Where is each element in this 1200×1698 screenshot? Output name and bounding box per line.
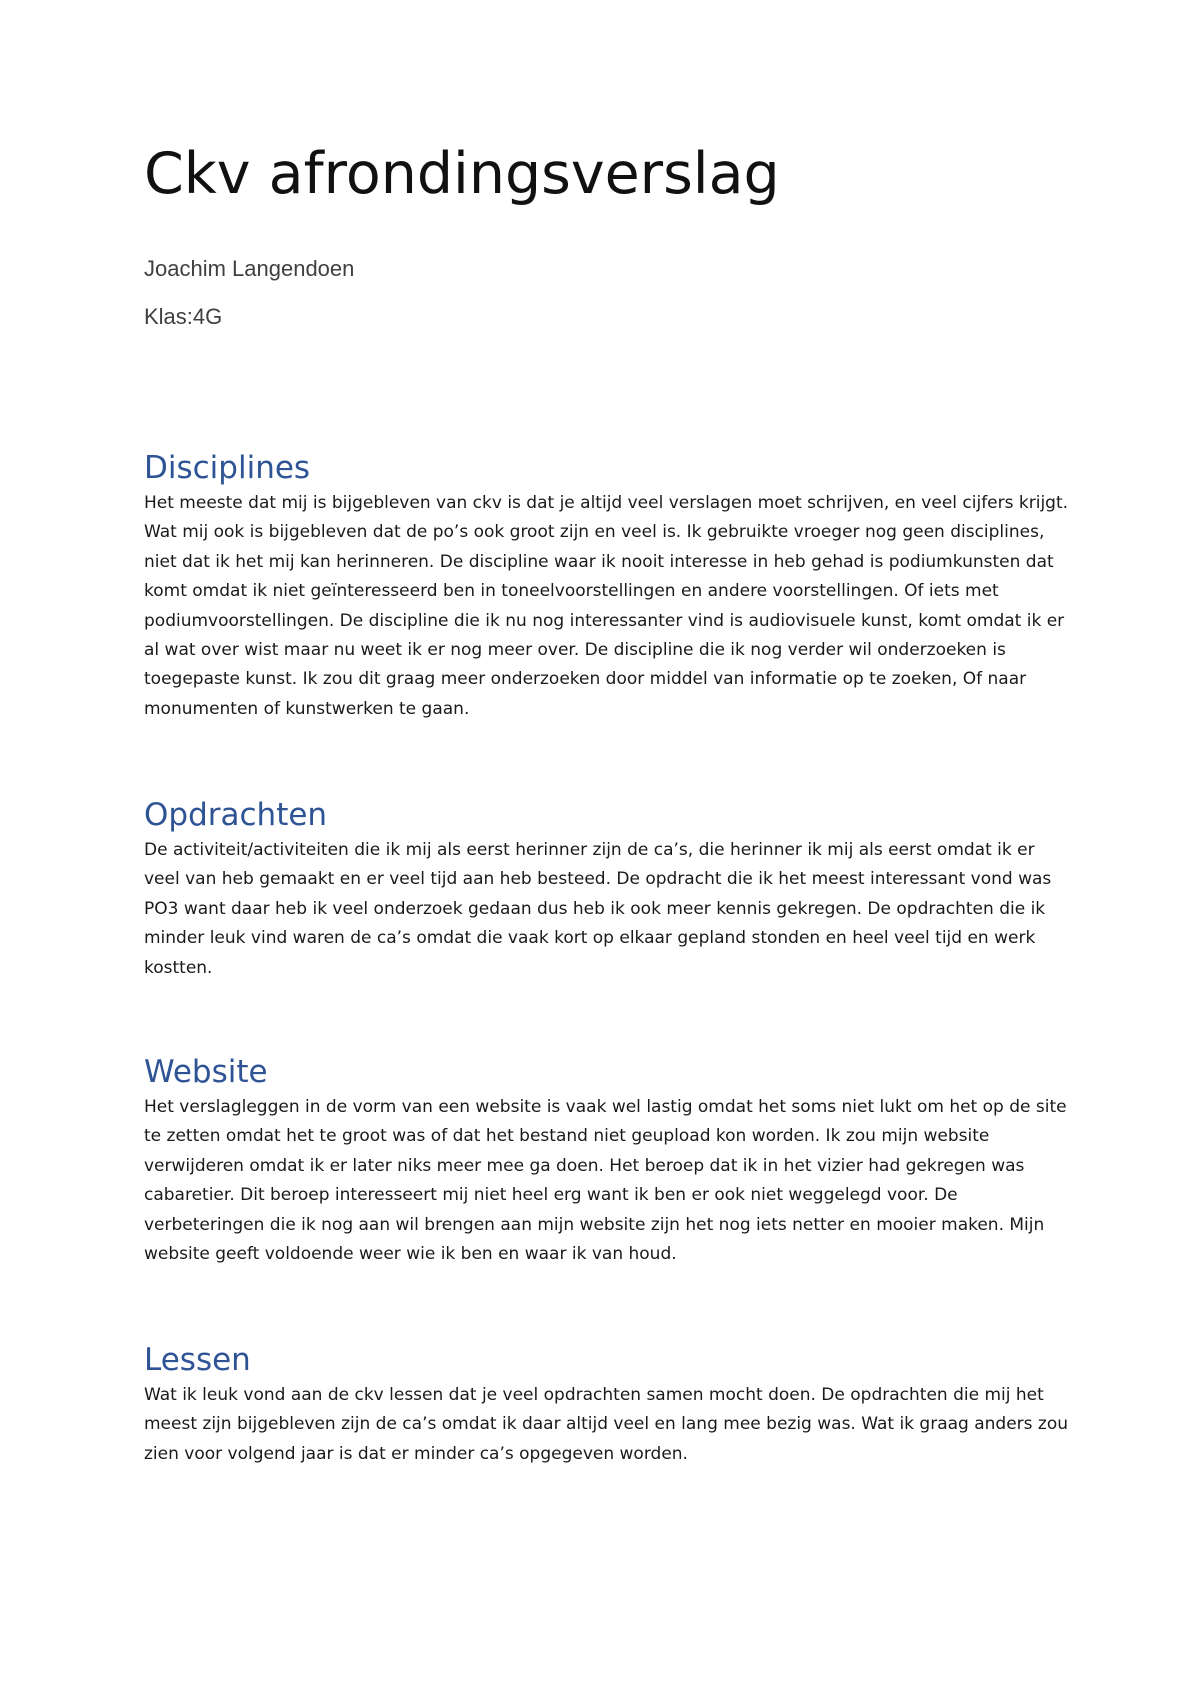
section-body-opdrachten: De activiteit/activiteiten die ik mij als eerst herinner zijn de ca’s, die herinner ik mij als eerst omdat ik er veel van heb gemaakt en er veel tijd aan heb besteed. De opdracht die ik het meest interessant vond was PO3 want daar heb ik veel onderzoek gedaan dus heb ik ook meer kennis gekregen. De opdrachten die ik minder leuk vind waren de ca’s omdat die vaak kort op elkaar gepland stonden en heel veel tijd en werk kostten. [144, 840, 1052, 978]
section-website [144, 1053, 1074, 1269]
section-body-lessen: Wat ik leuk vond aan de ckv lessen dat je veel opdrachten samen mocht doen. De opdrachten die mij het meest zijn bijgebleven zijn de ca’s omdat ik daar altijd veel en lang mee bezig was. Wat ik graag anders zou zien voor volgend jaar is dat er minder ca’s opgegeven worden. [144, 1385, 1069, 1464]
section-opdrachten [144, 796, 1074, 983]
author-name: Joachim Langendoen [144, 256, 355, 281]
section-lessen [144, 1341, 1074, 1469]
section-heading-website: Website [144, 1054, 268, 1090]
section-heading-opdrachten: Opdrachten [144, 797, 328, 833]
section-body-disciplines: Het meeste dat mij is bijgebleven van ckv is dat je altijd veel verslagen moet schrijven, en veel cijfers krijgt. Wat mij ook is bijgebleven dat de po’s ook groot zijn en veel is. Ik gebruikte vroeger nog geen disciplines, niet dat ik het mij kan herinneren. De discipline waar ik nooit interesse in heb gehad is podiumkunsten dat komt omdat ik niet geïnteresseerd ben in toneelvoorstellingen en andere voorstellingen. Of iets met podiumvoorstellingen. De discipline die ik nu nog interessanter vind is audiovisuele kunst, komt omdat ik er al wat over wist maar nu weet ik er nog meer over. De discipline die ik nog verder wil onderzoeken is toegepaste kunst. Ik zou dit graag meer onderzoeken door middel van informatie op te zoeken, Of naar monumenten of kunstwerken te gaan. [144, 493, 1069, 719]
section-heading-disciplines: Disciplines [144, 450, 311, 486]
section-heading-lessen: Lessen [144, 1342, 251, 1378]
class-label: Klas:4G [144, 304, 223, 329]
section-body-website: Het verslagleggen in de vorm van een website is vaak wel lastig omdat het soms niet lukt om het op de site te zetten omdat het te groot was of dat het bestand niet geupload kon worden. Ik zou mijn website verwijderen omdat ik er later niks meer mee ga doen. Het beroep dat ik in het vizier had gekregen was cabaretier. Dit beroep interesseert mij niet heel erg want ik ben er ook niet weggelegd voor. De verbeteringen die ik nog aan wil brengen aan mijn website zijn het nog iets netter en mooier maken. Mijn website geeft voldoende weer wie ik ben en waar ik van houd. [144, 1097, 1067, 1265]
document-title: Ckv afrondingsverslag [144, 141, 780, 207]
section-disciplines [144, 449, 1074, 724]
